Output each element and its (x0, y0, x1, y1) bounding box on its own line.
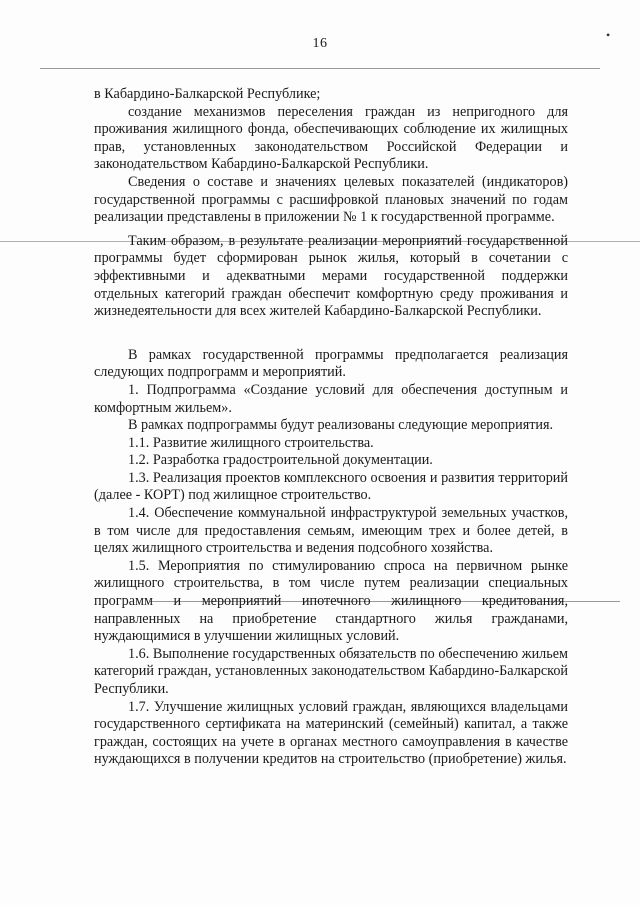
paragraph-measure-1-7: 1.7. Улучшение жилищных условий граждан, являющихся владельцами государственного сертификата на материнский (семейный) капитал, а также граждан, состоящих на учете в органах местного самоуправления в качестве нуждающихся в получении кредитов на строительство (приобретение) жилья. (94, 698, 568, 768)
paragraph-subprograms-intro: В рамках государственной программы предполагается реализация следующих подпрограмм и мероприятий. (94, 346, 568, 381)
paragraph-measure-1-3: 1.3. Реализация проектов комплексного освоения и развития территорий (далее - КОРТ) под жилищное строительство. (94, 469, 568, 504)
paragraph-intro: в Кабардино-Балкарской Республике; (94, 86, 321, 102)
paragraph-resettlement: создание механизмов переселения граждан из непригодного для проживания жилищного фонда, обеспечивающих соблюдение их жилищных прав, установленных законодательством Российской Федерации и законодательством Кабардино-Балкарской Республики. (94, 103, 568, 173)
paragraph-measures-intro: В рамках подпрограммы будут реализованы следующие мероприятия. (128, 417, 554, 434)
paragraph-subprogram-1: 1. Подпрограмма «Создание условий для обеспечения доступным и комфортным жильем». (94, 381, 568, 416)
paragraph-result: Таким образом, в результате реализации мероприятий государственной программы будет сформирован рынок жилья, который в сочетании с эффективными и адекватными мерами государственной поддержки отдельных категорий граждан обеспечит комфортную среду проживания и жизнедеятельности для всех жителей Кабардино-Балкарской Республики. (94, 232, 568, 320)
scan-speck: • (606, 28, 611, 42)
paragraph-measure-1-6: 1.6. Выполнение государственных обязательств по обеспечению жильем категорий граждан, установленных законодательством Кабардино-Балкарской Республики. (94, 645, 568, 697)
page-number: 16 (312, 36, 328, 51)
paragraph-measure-1-1: 1.1. Развитие жилищного строительства. (128, 434, 374, 451)
paragraph-indicators: Сведения о составе и значениях целевых показателей (индикаторов) государственной программы с расшифровкой плановых значений по годам реализации представлены в приложении № 1 к государственной программе. (94, 173, 568, 226)
paragraph-measure-1-2: 1.2. Разработка градостроительной документации. (128, 452, 433, 469)
paragraph-measure-1-5: 1.5. Мероприятия по стимулированию спроса на первичном рынке жилищного строительства, в том числе путем реализации специальных программ и мероприятий ипотечного жилищного кредитования, направленных на приобретение стандартного жилья гражданами, нуждающимися в улучшении жилищных условий. (94, 557, 568, 645)
paragraph-measure-1-4: 1.4. Обеспечение коммунальной инфраструктурой земельных участков, в том числе для предоставления семьям, имеющим трех и более детей, в целях жилищного строительства и ведения подсобного хозяйства. (94, 505, 568, 557)
scan-line-top (40, 68, 600, 69)
spacer (94, 321, 568, 347)
document-body (94, 86, 568, 769)
